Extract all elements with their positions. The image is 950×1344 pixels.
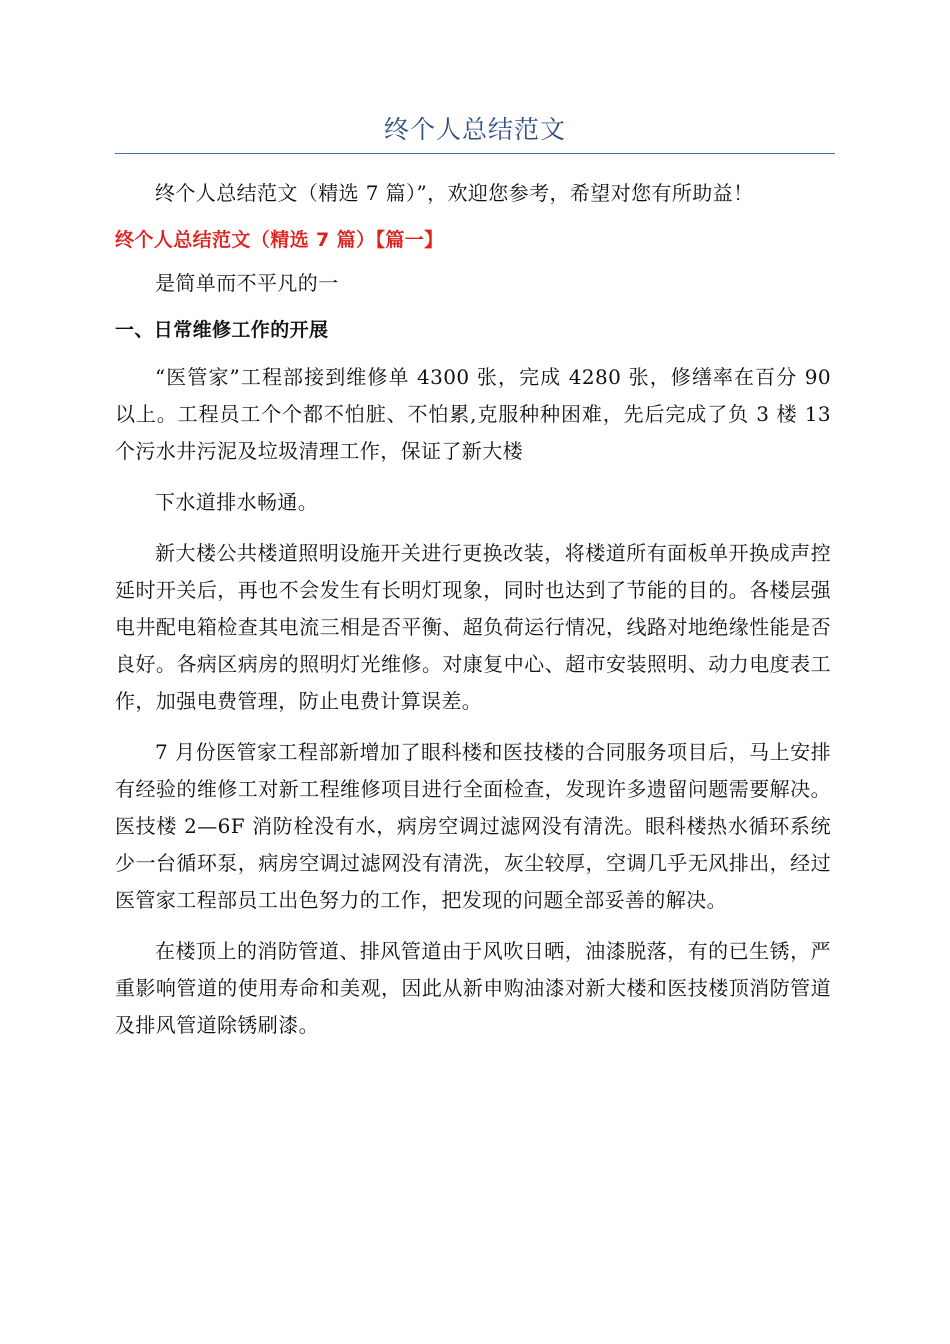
paragraph-3: 新大楼公共楼道照明设施开关进行更换改装，将楼道所有面板单开换成声控延时开关后，再也不会发生有长明灯现象，同时也达到了节能的目的。各楼层强电井配电箱检查其电流三相是否平衡、超负荷运行情况，线路对地绝缘性能是否良好。各病区病房的照明灯光维修。对康复中心、超市安装照明、动力电度表工作，加强电费管理，防止电费计算误差。 (115, 541, 831, 713)
title-divider (115, 153, 835, 154)
document-body (115, 175, 831, 1058)
paragraph-5: 在楼顶上的消防管道、排风管道由于风吹日晒，油漆脱落，有的已生锈，严重影响管道的使用寿命和美观，因此从新申购油漆对新大楼和医技楼顶消防管道及排风管道除锈刷漆。 (115, 939, 831, 1037)
paragraph-2: 下水道排水畅通。 (155, 490, 319, 514)
intro-paragraph: 终个人总结范文（精选 7 篇）”，欢迎您参考，希望对您有所助益！ (155, 181, 754, 205)
section-title: 终个人总结范文（精选 7 篇）【篇一】 (115, 229, 444, 251)
paragraph-1: “医管家”工程部接到维修单 4300 张，完成 4280 张，修缮率在百分 90 以上。工程员工个个都不怕脏、不怕累,克服种种困难，先后完成了负 3 楼 13 个污水井污泥及垃圾清理工作，保证了新大楼 (115, 365, 831, 463)
paragraph-4: 7 月份医管家工程部新增加了眼科楼和医技楼的合同服务项目后，马上安排有经验的维修工对新工程维修项目进行全面检查，发现许多遗留问题需要解决。医技楼 2—6F 消防栓没有水，病房空调过滤网没有清洗。眼科楼热水循环系统少一台循环泵，病房空调过滤网没有清洗，灰尘较厚，空调几乎无风排出，经过医管家工程部员工出色努力的工作，把发现的问题全部妥善的解决。 (115, 740, 831, 912)
heading-daily-maintenance: 一、日常维修工作的开展 (115, 319, 329, 341)
page-title: 终个人总结范文 (383, 115, 566, 144)
opening-line: 是简单而不平凡的一 (155, 271, 339, 295)
